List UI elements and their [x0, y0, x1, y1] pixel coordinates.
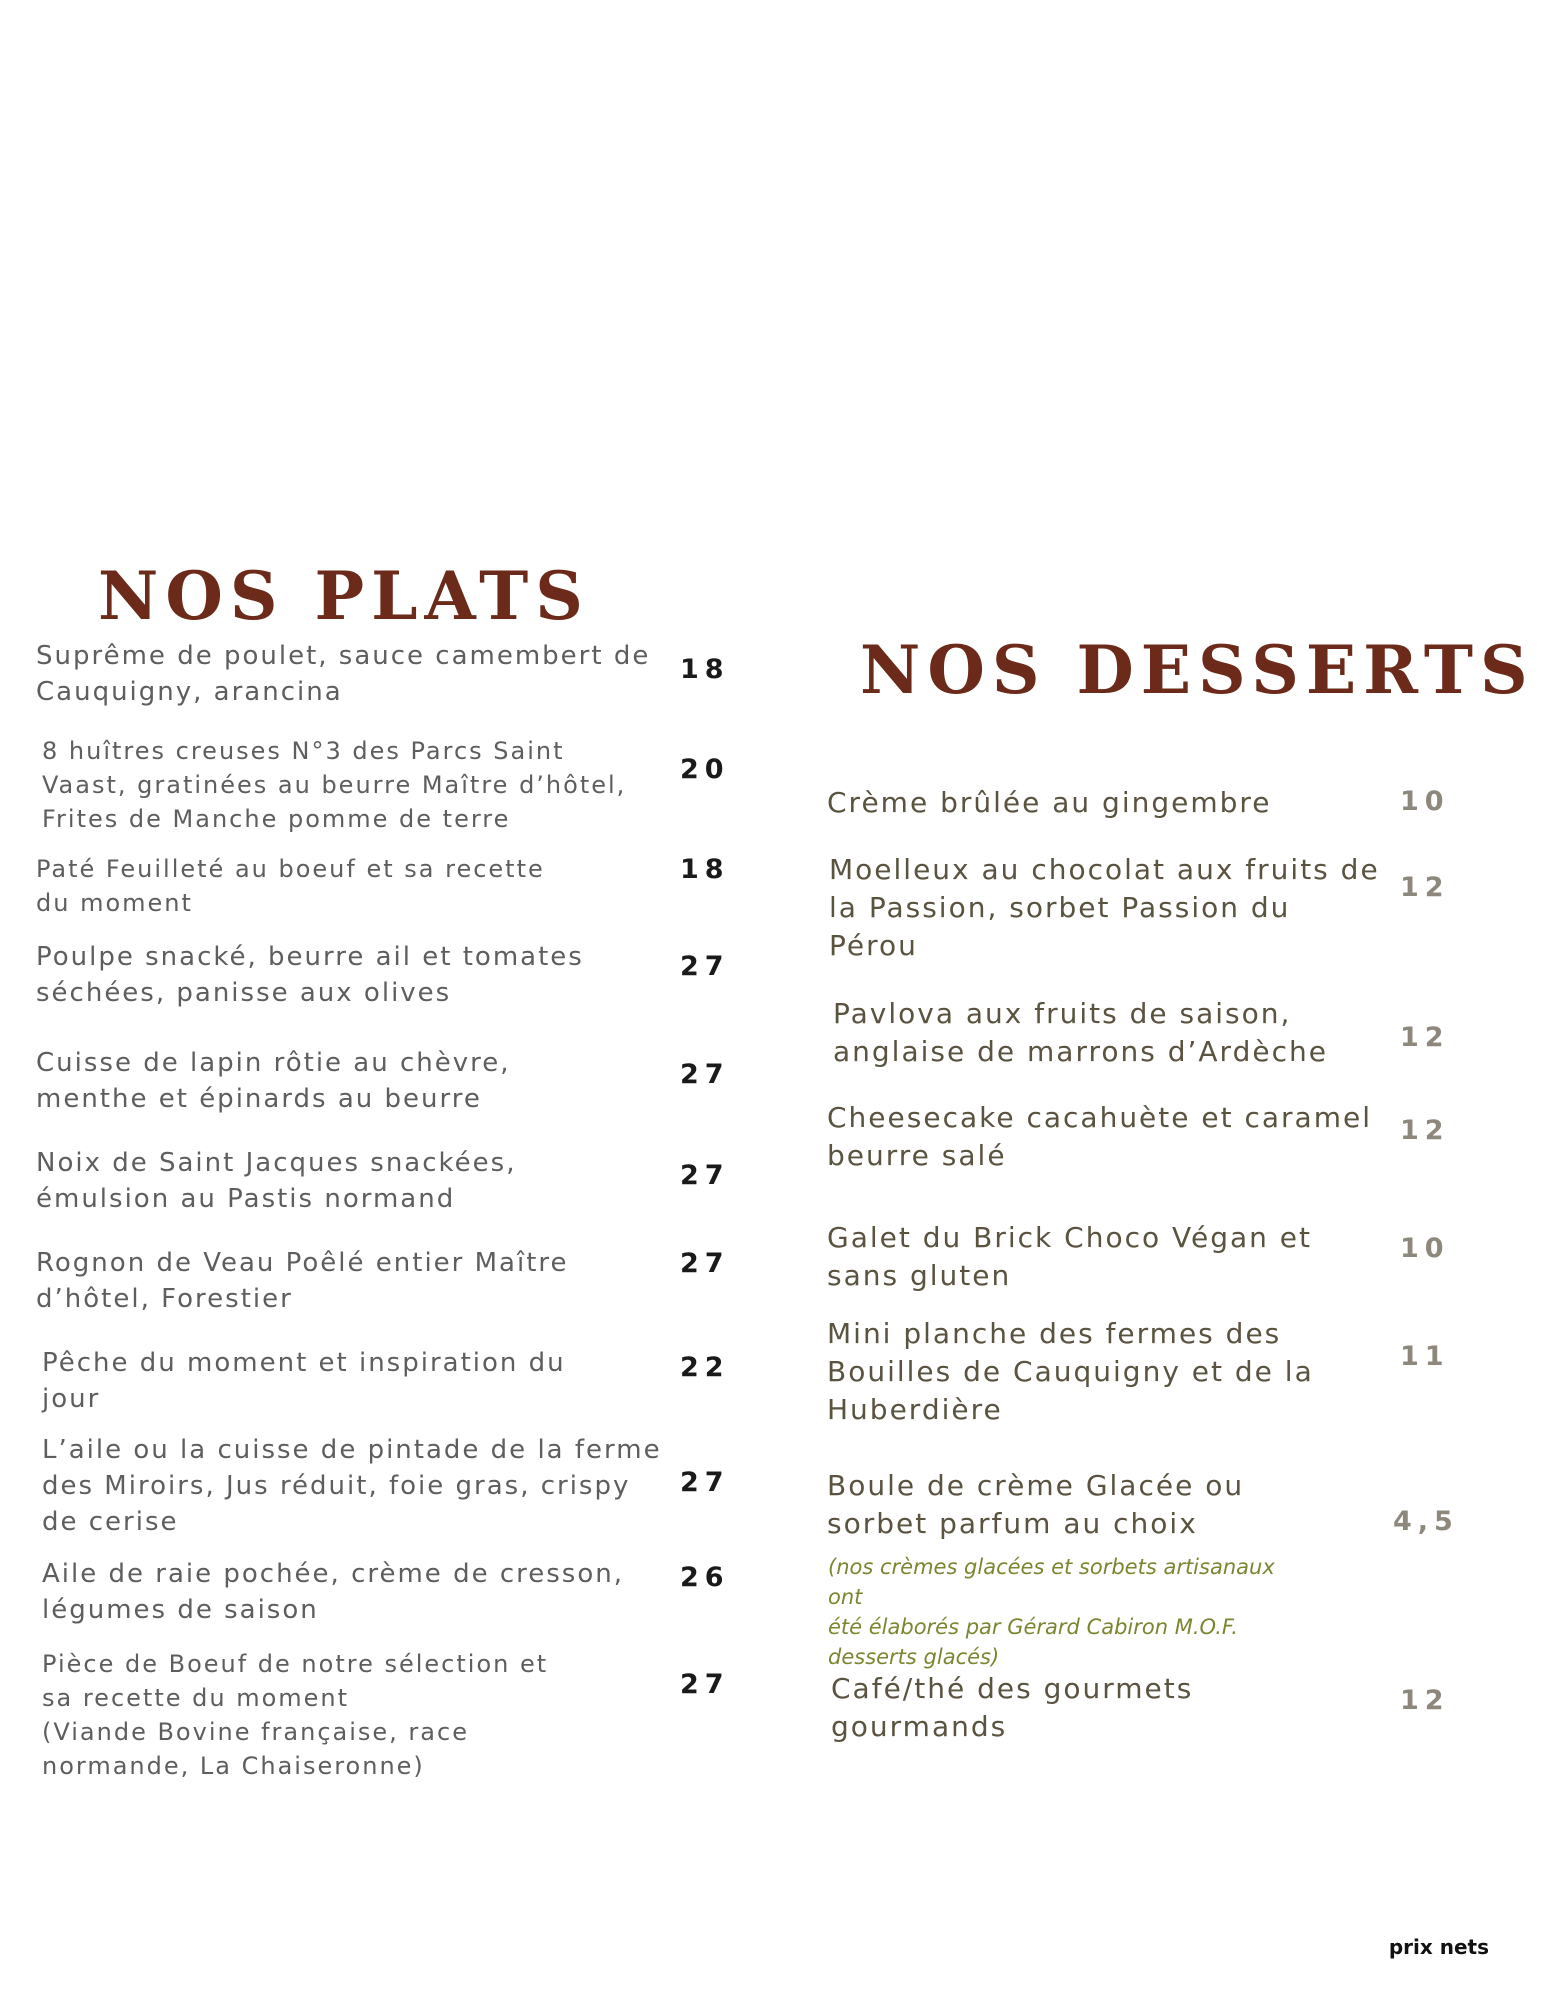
- dessert-price: 12: [1400, 872, 1450, 903]
- plat-item: [42, 1556, 624, 1628]
- dessert-name: Café/thé des gourmets gourmands: [831, 1672, 1194, 1743]
- plat-item: [42, 734, 626, 836]
- dessert-item: [829, 851, 1380, 965]
- plat-item: [36, 939, 584, 1011]
- plat-name: L’aile ou la cuisse de pintade de la ferme des Miroirs, Jus réduit, foie gras, crispy de cerise: [42, 1435, 662, 1537]
- dessert-name: Moelleux au chocolat aux fruits de la Passion, sorbet Passion du Pérou: [829, 853, 1380, 962]
- plat-name: 8 huîtres creuses N°3 des Parcs Saint Vaast, gratinées au beurre Maître d’hôtel, Frites de Manche pomme de terre: [42, 737, 627, 833]
- plat-item: [42, 1647, 548, 1783]
- dessert-name: Crème brûlée au gingembre: [827, 786, 1272, 819]
- plat-name: Cuisse de lapin rôtie au chèvre, menthe et épinards au beurre: [36, 1048, 511, 1114]
- plat-name: Rognon de Veau Poêlé entier Maître d’hôtel, Forestier: [36, 1248, 569, 1314]
- plat-item: [36, 1045, 511, 1117]
- plat-name: Noix de Saint Jacques snackées, émulsion au Pastis normand: [36, 1148, 517, 1214]
- plat-price: 27: [680, 951, 730, 982]
- dessert-price: 10: [1400, 786, 1450, 817]
- plat-name: Pièce de Boeuf de notre sélection et sa recette du moment (Viande Bovine française, race normande, La Chaiseronne): [42, 1650, 549, 1780]
- dessert-item: [827, 1099, 1372, 1175]
- dessert-price: 12: [1400, 1685, 1450, 1716]
- plat-item: [42, 1432, 662, 1540]
- dessert-name: Galet du Brick Choco Végan et sans gluten: [827, 1221, 1313, 1292]
- plat-item: [42, 1345, 566, 1417]
- plats-title: NOS PLATS: [98, 557, 590, 635]
- dessert-item: [833, 995, 1328, 1071]
- plat-name: Paté Feuilleté au boeuf et sa recette du moment: [36, 855, 545, 917]
- dessert-name: Cheesecake cacahuète et caramel beurre salé: [827, 1101, 1372, 1172]
- ice-cream-note: (nos crèmes glacées et sorbets artisanaux ont été élaborés par Gérard Cabiron M.O.F. desserts glacés): [828, 1555, 1275, 1669]
- plat-price: 20: [680, 754, 730, 785]
- prix-nets-label: prix nets: [1388, 1935, 1489, 1959]
- dessert-price: 12: [1400, 1022, 1450, 1053]
- plat-item: [36, 638, 650, 710]
- plat-price: 27: [680, 1669, 730, 1700]
- plat-price: 18: [680, 654, 730, 685]
- plat-price: 22: [680, 1352, 730, 1383]
- plat-price: 27: [680, 1467, 730, 1498]
- dessert-name: Pavlova aux fruits de saison, anglaise de marrons d’Ardèche: [833, 997, 1328, 1068]
- plat-item: [36, 1145, 516, 1217]
- dessert-item: [827, 1219, 1312, 1295]
- plat-price: 26: [680, 1562, 730, 1593]
- plat-price: 18: [680, 854, 730, 885]
- dessert-name: Mini planche des fermes des Bouilles de Cauquigny et de la Huberdière: [827, 1317, 1314, 1426]
- plat-price: 27: [680, 1248, 730, 1279]
- dessert-item: [827, 784, 1272, 822]
- plat-price: 27: [680, 1160, 730, 1191]
- desserts-title: NOS DESSERTS: [860, 631, 1535, 709]
- dessert-item: [827, 1467, 1244, 1543]
- dessert-item: [831, 1670, 1193, 1746]
- dessert-name: Boule de crème Glacée ou sorbet parfum au choix: [827, 1469, 1245, 1540]
- dessert-price: 4,5: [1393, 1506, 1459, 1537]
- plat-item: [36, 1245, 569, 1317]
- dessert-price: 12: [1400, 1115, 1450, 1146]
- plat-item: [36, 852, 545, 920]
- dessert-price: 11: [1400, 1341, 1450, 1372]
- dessert-price: 10: [1400, 1233, 1450, 1264]
- plat-name: Suprême de poulet, sauce camembert de Cauquigny, arancina: [36, 641, 651, 707]
- plat-price: 27: [680, 1059, 730, 1090]
- plat-name: Aile de raie pochée, crème de cresson, légumes de saison: [42, 1559, 624, 1625]
- dessert-item: [827, 1315, 1314, 1429]
- plat-name: Pêche du moment et inspiration du jour: [42, 1348, 566, 1414]
- plat-name: Poulpe snacké, beurre ail et tomates séchées, panisse aux olives: [36, 942, 584, 1008]
